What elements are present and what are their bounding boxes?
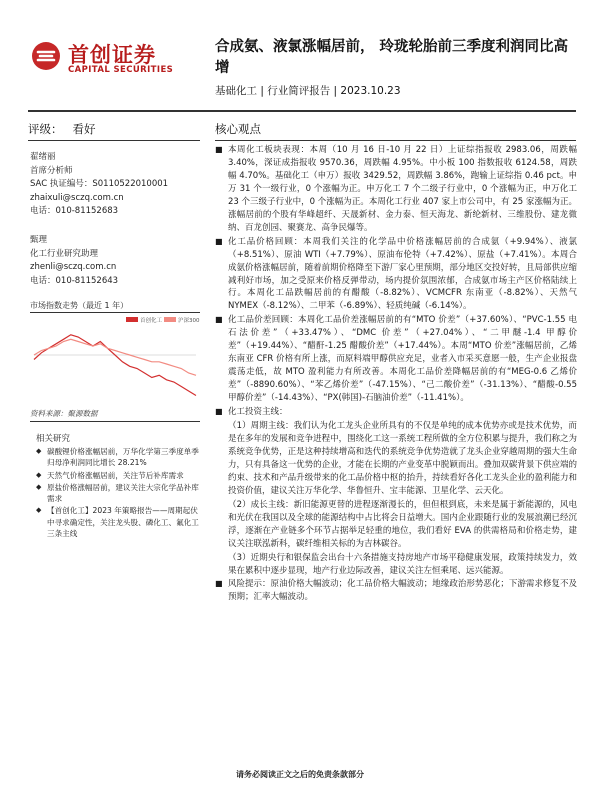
analyst-title: 首席分析师 [30, 165, 73, 176]
related-item-text: 碳酸锂价格涨幅居前，万华化学第三季度单季归母净利润同比增长 28.21% [47, 447, 199, 468]
bullet-icon: ◆ [36, 447, 42, 455]
bullet-icon: ■ [215, 407, 223, 417]
price-review-paragraph: ■ 化工品价格回顾：本周我们关注的化学品中价格涨幅居前的合成氨（+9.94%）、液氯（+8.51%）、原油 WTI（+7.79%）、原油布伦特（+7.42%）、原盐（+7.41%）。本周合成氨价格涨幅居前，随着前期价格降至下游厂家心里预期，部分地区交投好转，且局部供应缩减利好市场，加之受原来价格反弹带动，场内提价氛围浓郁，合成氨市场主产区价格陆续上行。本周化工品跌幅居前的有醋酸（-8.82%）、VCMCFR 东南亚（-8.82%）、天然气 NYMEX（-8.12%）、二甲苯（-6.89%）、轻质纯碱（-6.14%）。 [215, 236, 577, 312]
related-item-text: 原盐价格涨幅居前，建议关注大宗化学品补库需求 [47, 482, 199, 504]
bullet-icon: ■ [215, 145, 223, 154]
related-item[interactable] [36, 446, 200, 469]
analyst-phone: 电话：010-81152643 [30, 275, 119, 286]
property-theme-paragraph: （3）近期央行和银保监会出台十六条措施支持房地产市场平稳健康发展，政策持续发力，效果在累积中逐步显现，地产行业边际改善，建议关注左恒乘尾、远兴能源。 [228, 552, 577, 576]
left-divider [28, 140, 200, 141]
analyst-title: 化工行业研究助理 [30, 248, 99, 259]
investment-theme-heading: ■ 化工投资主线： [215, 407, 288, 418]
right-divider [215, 140, 576, 141]
logo-mark-icon [30, 40, 62, 72]
rating-label: 评级： [28, 122, 63, 136]
cycle-theme-paragraph: （1）周期主线：我们认为化工龙头企业所具有的不仅是单纯的成本优势亦或是技术优势，而是在多年的发展和竞争进程中，围绕化工这一系统工程所做的全方位积累与提升，我们称之为系统竞争优势，正是这种持续增高和迭代的系统竞争优势造就了龙头企业穿越周期的强大生命力，只有具备这一优势的企业，才能在长期的产业变革中脱颖而出。叠加双碳背景下供应端的约束、技术和产品升级带来的化工品价格中枢的抬升，持续看好各化工龙头企业的盈利能力和投资价值，建议关注万华化学、华鲁恒升、宝丰能源、卫星化学、云天化。 [228, 421, 577, 496]
company-logo [30, 40, 200, 80]
rating-value: 看好 [72, 122, 96, 136]
report-subtitle: 基础化工 | 行业简评报告 | 2023.10.23 [215, 85, 401, 97]
core-view-title: 核心观点 [215, 122, 261, 136]
bullet-icon: ◆ [36, 506, 42, 515]
market-index-chart [30, 314, 200, 406]
analyst-phone: 电话：010-81152683 [30, 206, 119, 216]
rating [28, 121, 96, 137]
chart-source: 资料来源：聚源数据 [30, 409, 98, 418]
bullet-icon: ■ [215, 236, 223, 246]
legend-swatch-0 [126, 317, 138, 322]
related-item-text: 【首创化工】2023 年策略报告——周期起伏中寻求确定性，关注龙头股、磷化工、氟化工三条主线 [47, 506, 199, 539]
legend-swatch-1 [164, 317, 176, 322]
related-item[interactable] [36, 470, 200, 481]
logo-text-en: CAPITAL SECURITIES [68, 65, 174, 75]
related-item[interactable] [36, 505, 200, 539]
core-view-body [215, 144, 577, 605]
chart-bottom-divider [30, 421, 200, 422]
related-research-title: 相关研究 [36, 434, 71, 444]
analyst-email[interactable]: zhenli@sczq.com.cn [30, 262, 117, 272]
legend-label-1: 沪深300 [178, 318, 200, 324]
weekly-performance-paragraph: ■ 本周化工板块表现：本周（10 月 16 日-10 月 22 日）上证综指报收 2983.06，周跌幅 3.40%，深证成指报收 9570.36，周跌幅 4.95%。中小板 100 指数报收 6124.58，周跌幅 4.70%。基础化工（申万）报收 3429.52，周跌幅 3.86%，跑输上证综指 0.46 pct。申万 31 个一级行业，0 个涨幅为正。申万化工 7 个二级子行业中，0 个涨幅为正，申万化工 23 个三级子行业中，0 个涨幅为正。本周化工行业 407 家上市公司中，有 25 家涨幅为正。涨幅居前的个股有华峰超纤、天晟新材、金力泰、恒天海龙、新纶新材、三维股份、建龙微纳、百龙创园、聚赛龙、高争民爆等。 [215, 145, 577, 233]
analyst-name: 甄理 [30, 235, 48, 245]
analyst-card-2 [30, 234, 118, 288]
related-research-list [36, 446, 200, 540]
chart-title: 市场指数走势（最近 1 年） [30, 301, 129, 310]
logo-text-cn: 首创证券 [68, 43, 156, 67]
legend-label-0: 首创化工 [140, 318, 163, 324]
spread-review-paragraph: ■ 化工品价差回顾：本周化工品价差涨幅居前的有“MTO 价差”（+37.60%）、“PVC-1.55 电石法价差”（+33.47%）、“DMC 价差”（+27.04%）、“二甲醚-1.4 甲醇价差”（+19.44%）、“醋酐-1.25 醋酸价差”（+17.44%）。本周“MTO 价差”涨幅居前，乙烯东南亚 CFR 价格有所上涨，而原料端甲醇供应充足，业者入市采买意愿一般，生产企业报盘震荡走低，故 MTO 盈利能力有所改善。本周化工品价差降幅居前的有“MEG-0.6 乙烯价差”（-8890.60%）、“苯乙烯价差”（-47.15%）、“己二酸价差”（-31.13%）、“醋酸-0.55 甲醇价差”（-14.43%）、“PX(韩国)-石脑油价差”（-11.41%）。 [215, 315, 577, 404]
chart-top-divider [30, 312, 200, 313]
bullet-icon: ■ [215, 579, 223, 589]
related-item-text: 天然气价格涨幅居前，关注节后补库需求 [47, 470, 184, 480]
disclaimer-footer: 请务必阅读正文之后的免责条款部分 [236, 770, 364, 779]
analyst-name: 翟绪丽 [30, 152, 56, 162]
bullet-icon: ◆ [36, 470, 42, 479]
related-item[interactable] [36, 482, 200, 505]
bullet-icon: ◆ [36, 482, 42, 491]
analyst-card-1 [30, 151, 168, 219]
bullet-icon: ■ [215, 315, 223, 325]
growth-theme-paragraph: （2）成长主线：新旧能源更替的进程逐渐漫长的，但但根到底，未来是属于新能源的，风电和光伏在我国以及全球的能源结构中占比将会日益增大。国内企业跟随行业的发展浪潮已经沉浮，逐渐在产业链多个环节占据举足轻重的地位，我们看好 EVA 的供需格局和价格走势，建议关注联泓新科，碳纤维相关标的为吉林碳谷。 [228, 499, 577, 549]
report-title: 合成氨、液氯涨幅居前， 玲珑轮胎前三季度利润同比高增 [215, 39, 569, 76]
header-divider [28, 110, 576, 112]
chart-series-line-1 [34, 339, 196, 375]
risk-warning-paragraph: ■ 风险提示：原油价格大幅波动；化工品价格大幅波动；地缘政治形势恶化；下游需求修复不及预期；汇率大幅波动。 [215, 579, 577, 603]
analyst-sac: SAC 执证编号：S0110522010001 [30, 179, 169, 189]
analyst-email[interactable]: zhaixuli@sczq.com.cn [30, 192, 124, 203]
